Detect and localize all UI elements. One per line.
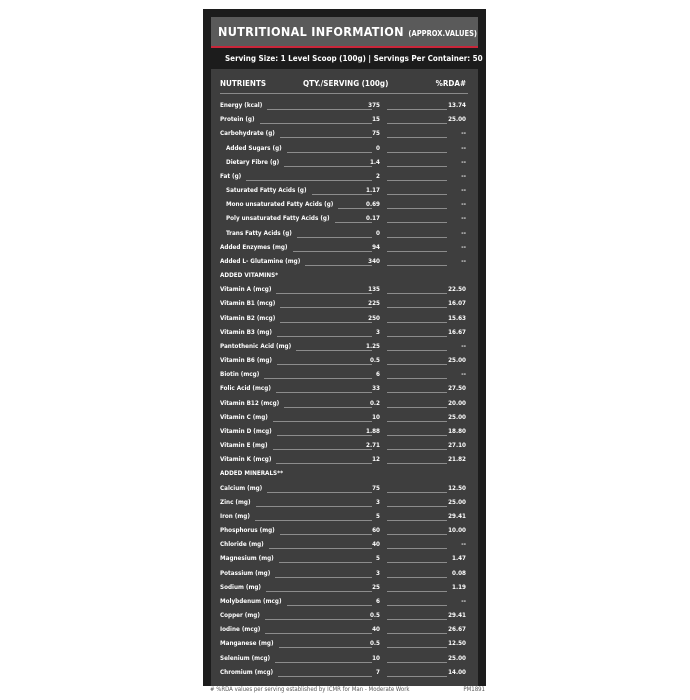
nutrient-row bbox=[211, 667, 478, 681]
leader-line bbox=[277, 435, 372, 436]
nutrient-name: Manganese (mg) bbox=[220, 640, 274, 648]
leader-line bbox=[280, 322, 372, 323]
header-rda: %RDA# bbox=[435, 79, 466, 88]
nutrient-row bbox=[211, 539, 478, 553]
leader-line bbox=[387, 293, 447, 294]
nutrient-name: Trans Fatty Acids (g) bbox=[226, 229, 292, 237]
leader-line bbox=[280, 534, 372, 535]
nutrient-row bbox=[211, 341, 478, 355]
nutrient-qty: 1.25 bbox=[366, 342, 380, 350]
leader-line bbox=[387, 237, 447, 238]
nutrient-rda: 16.67 bbox=[448, 328, 466, 336]
nutrient-qty: 0 bbox=[376, 229, 380, 237]
header-qty: QTY./SERVING (100g) bbox=[303, 79, 389, 88]
footnote bbox=[210, 686, 485, 693]
nutrient-rda: 1.19 bbox=[452, 583, 466, 591]
nutrient-qty: 2 bbox=[376, 172, 380, 180]
nutrient-row bbox=[211, 440, 478, 454]
nutrient-name: Selenium (mcg) bbox=[220, 654, 271, 662]
nutrient-rda: 25.00 bbox=[448, 654, 466, 662]
nutrient-rda: 20.00 bbox=[448, 399, 466, 407]
leader-line bbox=[387, 647, 447, 648]
leader-line bbox=[387, 208, 447, 209]
nutrient-rda: -- bbox=[461, 187, 466, 195]
nutrient-rda: -- bbox=[461, 158, 466, 166]
nutrient-rda: -- bbox=[461, 172, 466, 180]
leader-line bbox=[387, 435, 447, 436]
nutrient-name: Mono unsaturated Fatty Acids (g) bbox=[226, 201, 334, 209]
leader-line bbox=[335, 222, 372, 223]
nutrient-row bbox=[211, 128, 478, 142]
nutrient-rda: 14.00 bbox=[448, 668, 466, 676]
leader-line bbox=[279, 647, 372, 648]
nutrient-rda: 26.67 bbox=[448, 626, 466, 634]
nutrient-name: Protein (g) bbox=[220, 116, 255, 124]
leader-line bbox=[387, 392, 447, 393]
nutrient-qty: 1.88 bbox=[366, 427, 380, 435]
nutrient-name: Biotin (mcg) bbox=[220, 371, 260, 379]
nutrient-rda: -- bbox=[461, 144, 466, 152]
nutrient-rda: 10.00 bbox=[448, 527, 466, 535]
nutrient-name: Molybdenum (mcg) bbox=[220, 597, 282, 605]
nutrient-name: Saturated Fatty Acids (g) bbox=[226, 187, 307, 195]
nutrient-row bbox=[211, 653, 478, 667]
nutrient-qty: 25 bbox=[372, 583, 380, 591]
nutrient-qty: 3 bbox=[376, 569, 380, 577]
nutrient-name: Vitamin K (mcg) bbox=[220, 456, 272, 464]
nutrient-qty: 3 bbox=[376, 328, 380, 336]
nutrient-row bbox=[211, 568, 478, 582]
nutrient-row bbox=[211, 256, 478, 270]
leader-line bbox=[387, 152, 447, 153]
nutrient-qty: 375 bbox=[368, 102, 380, 109]
nutrient-name: Poly unsaturated Fatty Acids (g) bbox=[226, 215, 330, 223]
header-divider bbox=[220, 93, 468, 94]
header-nutrients: NUTRIENTS bbox=[220, 79, 267, 88]
leader-line bbox=[276, 293, 372, 294]
nutrient-name: Folic Acid (mcg) bbox=[220, 385, 271, 393]
leader-line bbox=[264, 378, 372, 379]
nutrient-row bbox=[211, 157, 478, 171]
nutrient-name: Vitamin B1 (mcg) bbox=[220, 300, 276, 308]
leader-line bbox=[387, 194, 447, 195]
nutrient-qty: 0.69 bbox=[366, 201, 380, 209]
nutrient-row bbox=[211, 327, 478, 341]
nutrient-name: Iron (mg) bbox=[220, 512, 250, 520]
nutrient-name: Sodium (mg) bbox=[220, 583, 262, 591]
leader-line bbox=[265, 619, 372, 620]
nutrient-row bbox=[211, 185, 478, 199]
title-bar bbox=[211, 17, 478, 47]
leader-line bbox=[387, 265, 447, 266]
leader-line bbox=[276, 392, 372, 393]
nutrient-name: Energy (kcal) bbox=[220, 102, 263, 109]
nutrition-table bbox=[211, 69, 478, 686]
nutrient-rda: 15.63 bbox=[448, 314, 466, 322]
leader-line bbox=[275, 577, 372, 578]
nutrient-row bbox=[211, 497, 478, 511]
leader-line bbox=[278, 676, 372, 677]
leader-line bbox=[387, 180, 447, 181]
leader-line bbox=[387, 520, 447, 521]
nutrient-qty: 340 bbox=[368, 257, 380, 265]
leader-line bbox=[280, 307, 372, 308]
nutrient-rda: -- bbox=[461, 243, 466, 251]
nutrient-qty: 0.5 bbox=[369, 357, 380, 365]
nutrient-row bbox=[211, 143, 478, 157]
nutrient-qty: 75 bbox=[372, 484, 380, 492]
nutrient-qty: 10 bbox=[372, 413, 380, 421]
leader-line bbox=[387, 222, 447, 223]
nutrient-row bbox=[211, 610, 478, 624]
leader-line bbox=[387, 364, 447, 365]
leader-line bbox=[387, 633, 447, 634]
nutrient-qty: 5 bbox=[376, 512, 380, 520]
nutrient-rda: 27.50 bbox=[448, 385, 466, 393]
nutrient-row bbox=[211, 298, 478, 312]
nutrient-name: Magnesium (mg) bbox=[220, 555, 274, 563]
leader-line bbox=[387, 591, 447, 592]
nutrient-name: Added Enzymes (mg) bbox=[220, 243, 288, 251]
leader-line bbox=[265, 633, 372, 634]
nutrient-qty: 5 bbox=[376, 555, 380, 563]
nutrient-name: Pantothenic Acid (mg) bbox=[220, 342, 292, 350]
leader-line bbox=[387, 676, 447, 677]
nutrient-name: Added Sugars (g) bbox=[226, 144, 282, 152]
nutrient-row bbox=[211, 199, 478, 213]
leader-line bbox=[387, 534, 447, 535]
leader-line bbox=[297, 237, 372, 238]
leader-line bbox=[277, 336, 372, 337]
nutrient-row bbox=[211, 638, 478, 652]
nutrient-row bbox=[211, 596, 478, 610]
nutrient-qty: 6 bbox=[376, 597, 380, 605]
nutrient-name: Vitamin E (mg) bbox=[220, 442, 268, 450]
nutrient-row bbox=[211, 369, 478, 383]
nutrient-name: Calcium (mg) bbox=[220, 484, 263, 492]
product-code: PM1891 bbox=[463, 686, 485, 693]
nutrient-qty: 40 bbox=[372, 626, 380, 634]
nutrient-rda: 29.41 bbox=[448, 612, 466, 620]
nutrient-qty: 6 bbox=[376, 371, 380, 379]
leader-line bbox=[287, 152, 372, 153]
nutrient-qty: 0 bbox=[376, 144, 380, 152]
nutrient-name: Chloride (mg) bbox=[220, 541, 264, 549]
leader-line bbox=[267, 492, 372, 493]
nutrient-row bbox=[211, 525, 478, 539]
nutrient-row bbox=[211, 355, 478, 369]
nutrient-name: Copper (mg) bbox=[220, 612, 260, 620]
nutrient-qty: 10 bbox=[372, 654, 380, 662]
leader-line bbox=[287, 605, 372, 606]
nutrient-rda: 29.41 bbox=[448, 512, 466, 520]
leader-line bbox=[387, 577, 447, 578]
footnote-text: # %RDA values per serving established by ICMR for Man - Moderate Work bbox=[210, 686, 410, 693]
nutrient-qty: 250 bbox=[368, 314, 380, 322]
leader-line bbox=[387, 506, 447, 507]
leader-line bbox=[273, 449, 372, 450]
leader-line bbox=[305, 265, 372, 266]
nutrient-row bbox=[211, 511, 478, 525]
nutrient-qty: 33 bbox=[372, 385, 380, 393]
leader-line bbox=[269, 548, 372, 549]
leader-line bbox=[246, 180, 372, 181]
leader-line bbox=[255, 520, 372, 521]
nutrient-qty: 3 bbox=[376, 498, 380, 506]
nutrient-qty: 75 bbox=[372, 130, 380, 138]
nutrient-rda: -- bbox=[461, 597, 466, 605]
nutrient-name: Vitamin C (mg) bbox=[220, 413, 268, 421]
nutrient-name: Vitamin B6 (mg) bbox=[220, 357, 272, 365]
leader-line bbox=[279, 562, 372, 563]
nutrient-name: Potassium (mg) bbox=[220, 569, 271, 577]
nutrient-rda: 0.08 bbox=[452, 569, 466, 577]
section-heading: ADDED MINERALS** bbox=[220, 470, 284, 478]
nutrient-row bbox=[211, 242, 478, 256]
nutrition-panel bbox=[203, 9, 486, 686]
nutrient-name: Iodine (mcg) bbox=[220, 626, 261, 634]
panel-title: NUTRITIONAL INFORMATION bbox=[218, 24, 404, 39]
nutrient-row bbox=[211, 483, 478, 497]
leader-line bbox=[266, 591, 372, 592]
nutrient-name: Added L- Glutamine (mg) bbox=[220, 257, 301, 265]
nutrient-qty: 0.2 bbox=[369, 399, 380, 407]
leader-line bbox=[387, 166, 447, 167]
nutrient-qty: 225 bbox=[368, 300, 380, 308]
leader-line bbox=[276, 463, 372, 464]
nutrient-qty: 0.5 bbox=[369, 612, 380, 620]
nutrient-rda: -- bbox=[461, 371, 466, 379]
nutrient-row bbox=[211, 228, 478, 242]
nutrient-rda: 16.07 bbox=[448, 300, 466, 308]
accent-rule bbox=[211, 46, 478, 48]
nutrient-name: Dietary Fibre (g) bbox=[226, 158, 280, 166]
nutrient-rda: 25.00 bbox=[448, 498, 466, 506]
leader-line bbox=[387, 123, 447, 124]
leader-line bbox=[256, 506, 372, 507]
nutrient-row bbox=[211, 454, 478, 468]
nutrient-name: Vitamin D (mcg) bbox=[220, 427, 272, 435]
nutrient-rda: 21.82 bbox=[448, 456, 466, 464]
nutrient-qty: 94 bbox=[372, 243, 380, 251]
nutrient-row bbox=[211, 398, 478, 412]
nutrient-rda: 18.80 bbox=[448, 427, 466, 435]
nutrient-rda: -- bbox=[461, 201, 466, 209]
nutrient-rda: 1.47 bbox=[452, 555, 466, 563]
leader-line bbox=[277, 364, 372, 365]
nutrient-rda: -- bbox=[461, 130, 466, 138]
leader-line bbox=[387, 449, 447, 450]
leader-line bbox=[387, 421, 447, 422]
leader-line bbox=[387, 492, 447, 493]
nutrient-qty: 7 bbox=[376, 668, 380, 676]
nutrient-rda: -- bbox=[461, 257, 466, 265]
leader-line bbox=[296, 350, 372, 351]
leader-line bbox=[387, 562, 447, 563]
nutrient-row bbox=[211, 553, 478, 567]
nutrient-rda: -- bbox=[461, 342, 466, 350]
leader-line bbox=[387, 109, 447, 110]
leader-line bbox=[260, 123, 372, 124]
nutrient-name: Vitamin B3 (mg) bbox=[220, 328, 272, 336]
section-heading: ADDED VITAMINS* bbox=[220, 272, 279, 280]
leader-line bbox=[275, 662, 372, 663]
nutrient-rda: 12.50 bbox=[448, 484, 466, 492]
leader-line bbox=[387, 336, 447, 337]
nutrient-name: Carbohydrate (g) bbox=[220, 130, 275, 138]
panel-title-note: (APPROX.VALUES) bbox=[408, 29, 478, 38]
serving-info: Serving Size: 1 Level Scoop (100g) | Servings Per Container: 50 bbox=[225, 54, 483, 63]
leader-line bbox=[387, 662, 447, 663]
nutrient-row bbox=[211, 213, 478, 227]
nutrient-row bbox=[211, 426, 478, 440]
nutrient-rda: 25.00 bbox=[448, 413, 466, 421]
nutrient-row bbox=[211, 100, 478, 114]
leader-line bbox=[387, 407, 447, 408]
nutrient-rda: -- bbox=[461, 215, 466, 223]
nutrient-name: Chromium (mcg) bbox=[220, 668, 274, 676]
leader-line bbox=[387, 307, 447, 308]
nutrient-rda: 13.74 bbox=[448, 102, 466, 109]
nutrient-qty: 12 bbox=[372, 456, 380, 464]
nutrient-rda: 25.00 bbox=[448, 116, 466, 124]
leader-line bbox=[387, 605, 447, 606]
nutrient-qty: 0.17 bbox=[366, 215, 380, 223]
leader-line bbox=[267, 109, 372, 110]
nutrient-name: Zinc (mg) bbox=[220, 498, 251, 506]
nutrient-qty: 1.4 bbox=[369, 158, 380, 166]
nutrient-row bbox=[211, 171, 478, 185]
leader-line bbox=[387, 251, 447, 252]
leader-line bbox=[387, 619, 447, 620]
nutrient-name: Vitamin B2 (mcg) bbox=[220, 314, 276, 322]
nutrient-rda: 12.50 bbox=[448, 640, 466, 648]
leader-line bbox=[387, 137, 447, 138]
nutrient-name: Vitamin B12 (mcg) bbox=[220, 399, 280, 407]
nutrient-qty: 40 bbox=[372, 541, 380, 549]
nutrient-row bbox=[211, 383, 478, 397]
leader-line bbox=[284, 407, 372, 408]
nutrient-name: Phosphorus (mg) bbox=[220, 527, 275, 535]
nutrient-qty: 0.5 bbox=[369, 640, 380, 648]
nutrient-row bbox=[211, 582, 478, 596]
nutrient-rda: -- bbox=[461, 541, 466, 549]
nutrient-qty: 1.17 bbox=[366, 187, 380, 195]
nutrient-row bbox=[211, 114, 478, 128]
nutrient-row bbox=[211, 412, 478, 426]
leader-line bbox=[273, 421, 372, 422]
leader-line bbox=[387, 548, 447, 549]
leader-line bbox=[312, 194, 372, 195]
nutrient-qty: 135 bbox=[368, 286, 380, 294]
nutrient-row bbox=[211, 624, 478, 638]
leader-line bbox=[293, 251, 372, 252]
nutrient-qty: 15 bbox=[372, 116, 380, 124]
nutrient-rda: 22.50 bbox=[448, 286, 466, 294]
nutrient-name: Fat (g) bbox=[220, 172, 242, 180]
leader-line bbox=[387, 350, 447, 351]
nutrient-qty: 60 bbox=[372, 527, 380, 535]
nutrient-qty: 2.71 bbox=[366, 442, 380, 450]
leader-line bbox=[280, 137, 372, 138]
nutrient-rda: 27.10 bbox=[448, 442, 466, 450]
nutrient-row bbox=[211, 284, 478, 298]
leader-line bbox=[387, 463, 447, 464]
nutrient-name: Vitamin A (mcg) bbox=[220, 286, 272, 294]
nutrient-rda: -- bbox=[461, 229, 466, 237]
leader-line bbox=[387, 378, 447, 379]
nutrient-row bbox=[211, 313, 478, 327]
leader-line bbox=[284, 166, 372, 167]
nutrient-rda: 25.00 bbox=[448, 357, 466, 365]
leader-line bbox=[387, 322, 447, 323]
leader-line bbox=[338, 208, 372, 209]
